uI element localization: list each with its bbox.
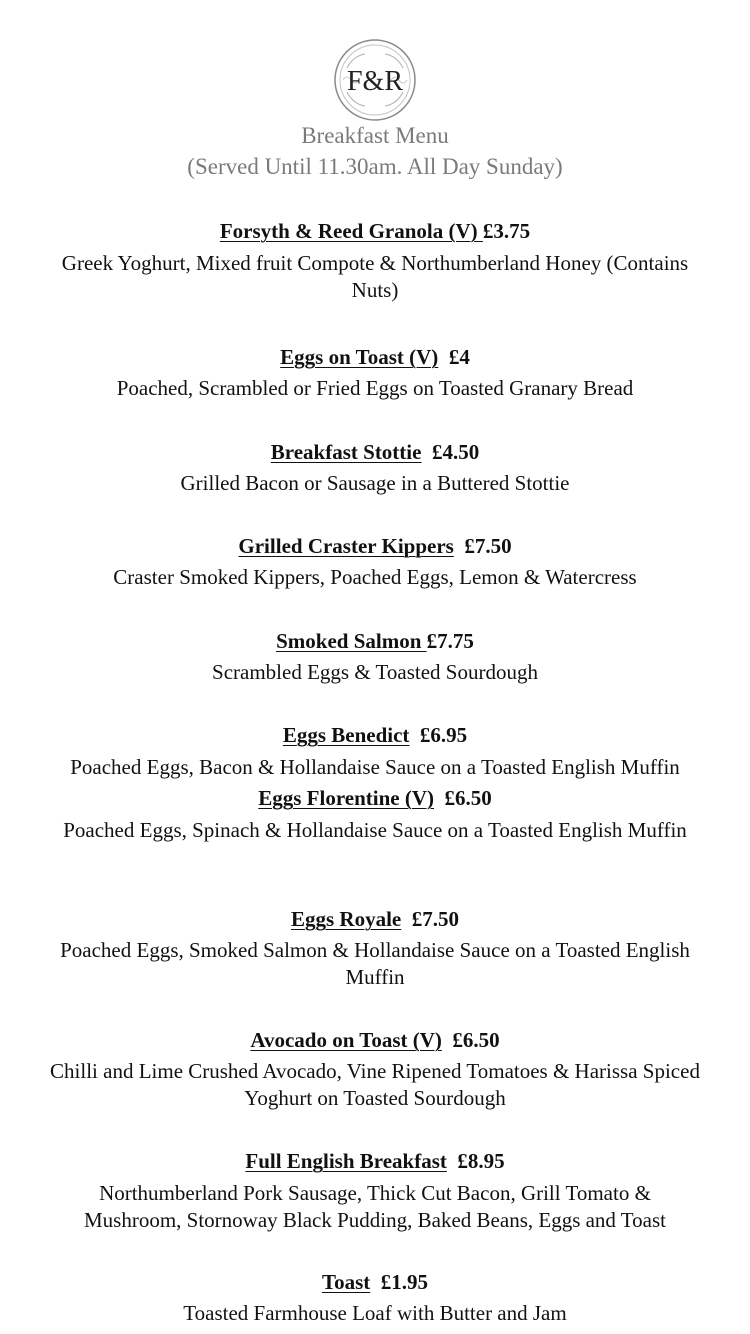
forsyth-reed-logo [333, 38, 417, 122]
item-name: Eggs Royale [291, 907, 402, 931]
item-description: Grilled Bacon or Sausage in a Buttered Stottie [180, 471, 570, 495]
menu-item-heading [0, 906, 750, 932]
item-description: Greek Yoghurt, Mixed fruit Compote & Northumberland Honey (Contains Nuts) [61, 251, 689, 302]
item-name: Eggs Florentine (V) [258, 786, 434, 810]
item-price: £7.50 [411, 907, 459, 931]
menu-item-heading [0, 1148, 750, 1174]
item-description: Poached Eggs, Bacon & Hollandaise Sauce on a Toasted English Muffin [70, 755, 680, 779]
item-description: Scrambled Eggs & Toasted Sourdough [212, 660, 538, 684]
item-description: Northumberland Pork Sausage, Thick Cut Bacon, Grill Tomato & Mushroom, Stornoway Black Pudding, Baked Beans, Eggs and Toast [83, 1181, 666, 1232]
item-price: £6.95 [419, 723, 468, 747]
menu-item-heading [0, 722, 750, 748]
item-description: Poached Eggs, Smoked Salmon & Hollandaise Sauce on a Toasted English Muffin [60, 938, 690, 989]
item-description: Craster Smoked Kippers, Poached Eggs, Lemon & Watercress [113, 565, 637, 589]
item-price: £4 [448, 345, 470, 369]
menu-item-heading [0, 439, 750, 465]
item-name: Breakfast Stottie [270, 440, 422, 464]
menu-item-heading [0, 218, 750, 244]
item-description: Toasted Farmhouse Loaf with Butter and Jam [183, 1301, 567, 1325]
menu-title: Breakfast Menu [301, 123, 449, 148]
menu-item-heading [0, 344, 750, 370]
menu-item-heading [0, 785, 750, 811]
item-price: £7.75 [426, 629, 474, 653]
logo-monogram: F&R [346, 66, 404, 97]
menu-item-heading [0, 1269, 750, 1295]
item-name: Avocado on Toast (V) [250, 1028, 442, 1052]
menu-subtitle: (Served Until 11.30am. All Day Sunday) [187, 154, 563, 179]
item-price: £1.95 [380, 1270, 428, 1294]
item-price: £4.50 [431, 440, 480, 464]
item-name: Eggs on Toast (V) [280, 345, 439, 369]
item-price: £3.75 [482, 219, 531, 243]
item-name: Smoked Salmon [276, 629, 427, 653]
item-name: Toast [322, 1270, 371, 1294]
item-price: £7.50 [464, 534, 512, 558]
item-price: £8.95 [457, 1149, 505, 1173]
item-description: Chilli and Lime Crushed Avocado, Vine Ripened Tomatoes & Harissa Spiced Yoghurt on Toasted Sourdough [50, 1059, 700, 1110]
menu-item-heading [0, 1027, 750, 1053]
menu-item-heading [0, 628, 750, 654]
item-name: Eggs Benedict [282, 723, 410, 747]
item-description: Poached Eggs, Spinach & Hollandaise Sauce on a Toasted English Muffin [63, 818, 687, 842]
item-price: £6.50 [452, 1028, 500, 1052]
item-description: Poached, Scrambled or Fried Eggs on Toasted Granary Bread [116, 376, 634, 400]
menu-item-heading [0, 533, 750, 559]
logo-emblem [333, 38, 417, 122]
item-name: Forsyth & Reed Granola (V) [219, 219, 483, 243]
item-name: Full English Breakfast [245, 1149, 447, 1173]
item-price: £6.50 [444, 786, 492, 810]
item-name: Grilled Craster Kippers [238, 534, 454, 558]
